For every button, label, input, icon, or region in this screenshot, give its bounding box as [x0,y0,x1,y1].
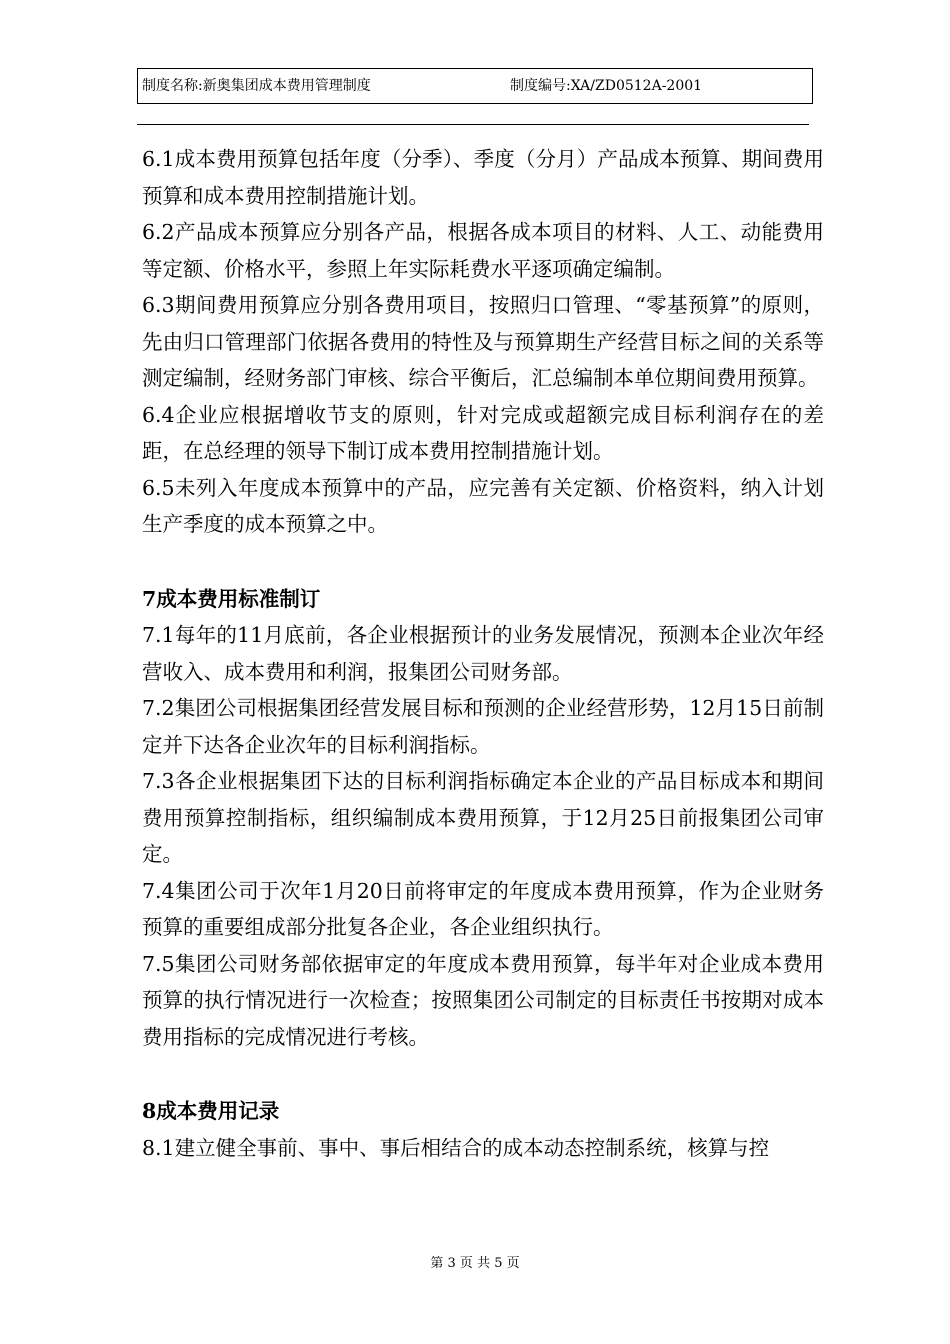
paragraph-6-3: 6.3期间费用预算应分别各费用项目，按照归口管理、“零基预算”的原则，先由归口管理部门依据各费用的特性及与预算期生产经营目标之间的关系等测定编制，经财务部门审核、综合平衡后，汇总编制本单位期间费用预算。 [142,293,824,390]
paragraph-6-2: 6.2产品成本预算应分别各产品，根据各成本项目的材料、人工、动能费用等定额、价格水平，参照上年实际耗费水平逐项确定编制。 [142,220,824,281]
paragraph-7-1: 7.1每年的11月底前，各企业根据预计的业务发展情况，预测本企业次年经营收入、成本费用和利润，报集团公司财务部。 [142,623,824,684]
section-6 [142,141,824,543]
header-divider [137,124,809,125]
document-header [137,68,813,104]
section-8 [142,1093,824,1166]
paragraph-6-4: 6.4企业应根据增收节支的原则，针对完成或超额完成目标利润存在的差距，在总经理的领导下制订成本费用控制措施计划。 [142,402,824,463]
paragraph-6-5: 6.5未列入年度成本预算中的产品，应完善有关定额、价格资料，纳入计划生产季度的成本预算之中。 [142,475,824,536]
paragraph-6-1: 6.1成本费用预算包括年度（分季）、季度（分月）产品成本预算、期间费用预算和成本费用控制措施计划。 [142,147,824,208]
section-8-heading: 8成本费用记录 [142,1099,280,1123]
document-body [142,141,824,1166]
system-code: 制度编号:XA/ZD0512A-2001 [510,78,703,94]
paragraph-7-5: 7.5集团公司财务部依据审定的年度成本费用预算，每半年对企业成本费用预算的执行情况进行一次检查；按照集团公司制定的目标责任书按期对成本费用指标的完成情况进行考核。 [142,951,824,1049]
section-7 [142,581,824,1056]
paragraph-8-1: 8.1建立健全事前、事中、事后相结合的成本动态控制系统，核算与控 [142,1135,770,1160]
paragraph-7-4: 7.4集团公司于次年1月20日前将审定的年度成本费用预算，作为企业财务预算的重要组成部分批复各企业，各企业组织执行。 [142,878,824,939]
page-number: 第 3 页 共 5 页 [430,1256,520,1271]
paragraph-7-2: 7.2集团公司根据集团经营发展目标和预测的企业经营形势，12月15日前制定并下达各企业次年的目标利润指标。 [142,696,824,757]
section-7-heading: 7成本费用标准制订 [142,586,321,611]
paragraph-7-3: 7.3各企业根据集团下达的目标利润指标确定本企业的产品目标成本和期间费用预算控制指标，组织编制成本费用预算，于12月25日前报集团公司审定。 [142,769,824,866]
system-name: 制度名称:新奥集团成本费用管理制度 [142,78,371,94]
